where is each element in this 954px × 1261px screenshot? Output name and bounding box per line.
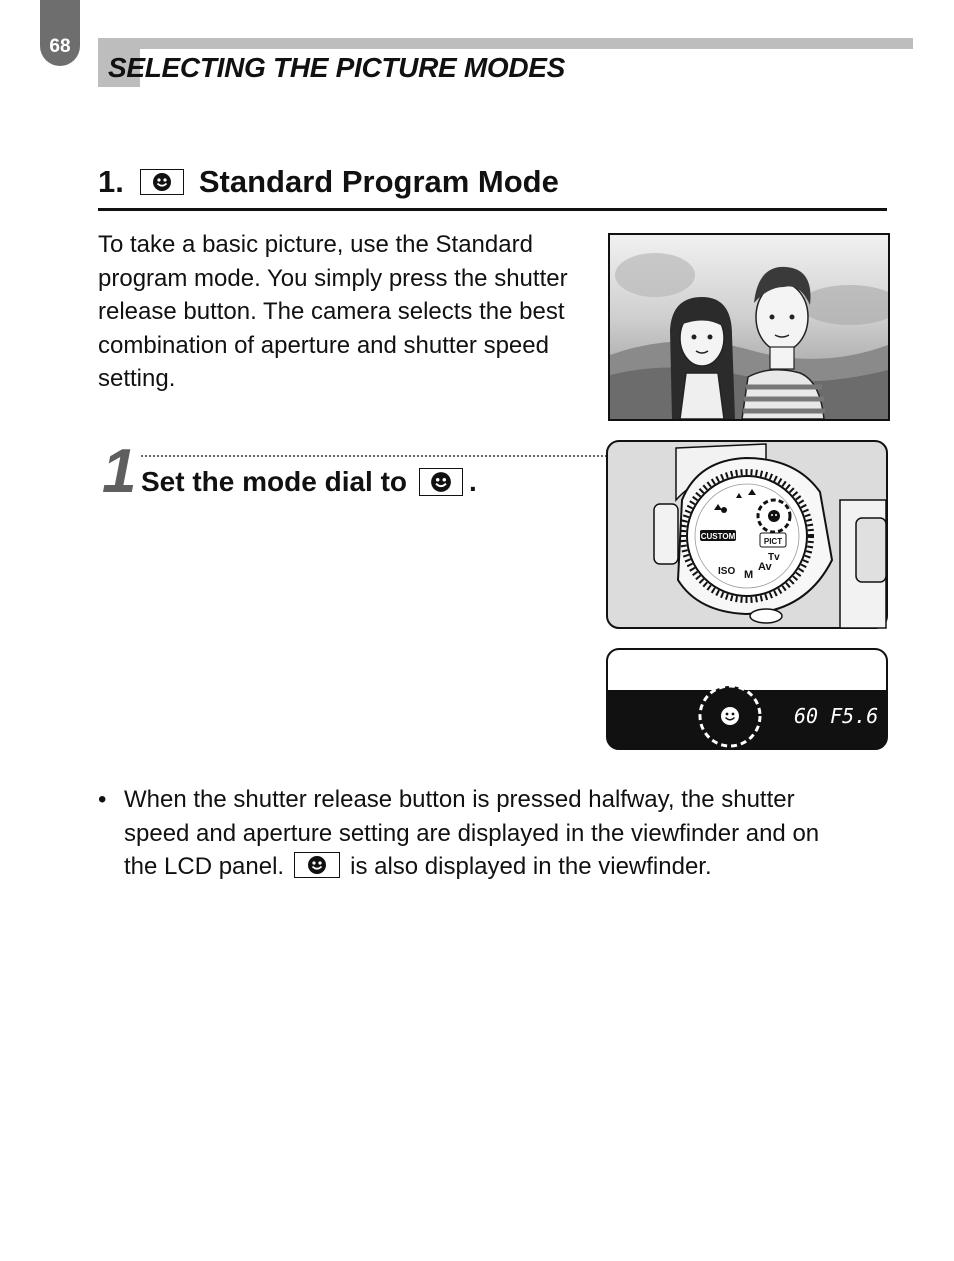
page-number-tab: [40, 0, 80, 66]
dial-pict-label: PICT: [763, 537, 783, 546]
dial-av-label: Av: [758, 561, 772, 573]
sample-portrait-image: [608, 233, 890, 421]
bullet-note: [98, 783, 858, 884]
bullet-mark: •: [98, 786, 107, 813]
lcd-panel-illustration: [606, 648, 888, 750]
mode-heading: [98, 164, 559, 200]
mode-dial-illustration: [606, 440, 888, 629]
dial-m-label: M: [744, 569, 754, 581]
heading-number: 1.: [98, 164, 124, 199]
heading-rule: [98, 208, 887, 211]
bullet-text-before: When the shutter release button is pressed halfway, the shutter speed and aperture setting are displayed in the viewfinder and on the LCD panel.: [124, 786, 820, 880]
section-title: SELECTING THE PICTURE MODES: [108, 52, 566, 83]
step-text-before: Set the mode dial to: [141, 466, 408, 497]
step-text-after: .: [469, 466, 477, 497]
dial-iso-label: ISO: [718, 566, 736, 577]
smiley-face-icon: [140, 169, 184, 195]
section-header-bar: [98, 38, 913, 49]
smiley-face-icon: [294, 852, 340, 878]
dial-tv-label: Tv: [768, 552, 780, 563]
step-instruction: [141, 466, 477, 498]
step-dotted-rule: [141, 455, 607, 457]
step-number: 1: [102, 437, 137, 506]
dial-custom-label: CUSTOM: [700, 532, 736, 541]
intro-paragraph: To take a basic picture, use the Standard program mode. You simply press the shutter release button. The camera selects the best combination of aperture and shutter speed setting.: [98, 231, 568, 392]
lcd-readout: 60 F5.6: [794, 704, 879, 728]
page-number: 68: [49, 36, 71, 57]
bullet-text-after: is also displayed in the viewfinder.: [350, 853, 712, 880]
smiley-face-icon: [419, 468, 463, 496]
heading-title: Standard Program Mode: [198, 164, 559, 199]
